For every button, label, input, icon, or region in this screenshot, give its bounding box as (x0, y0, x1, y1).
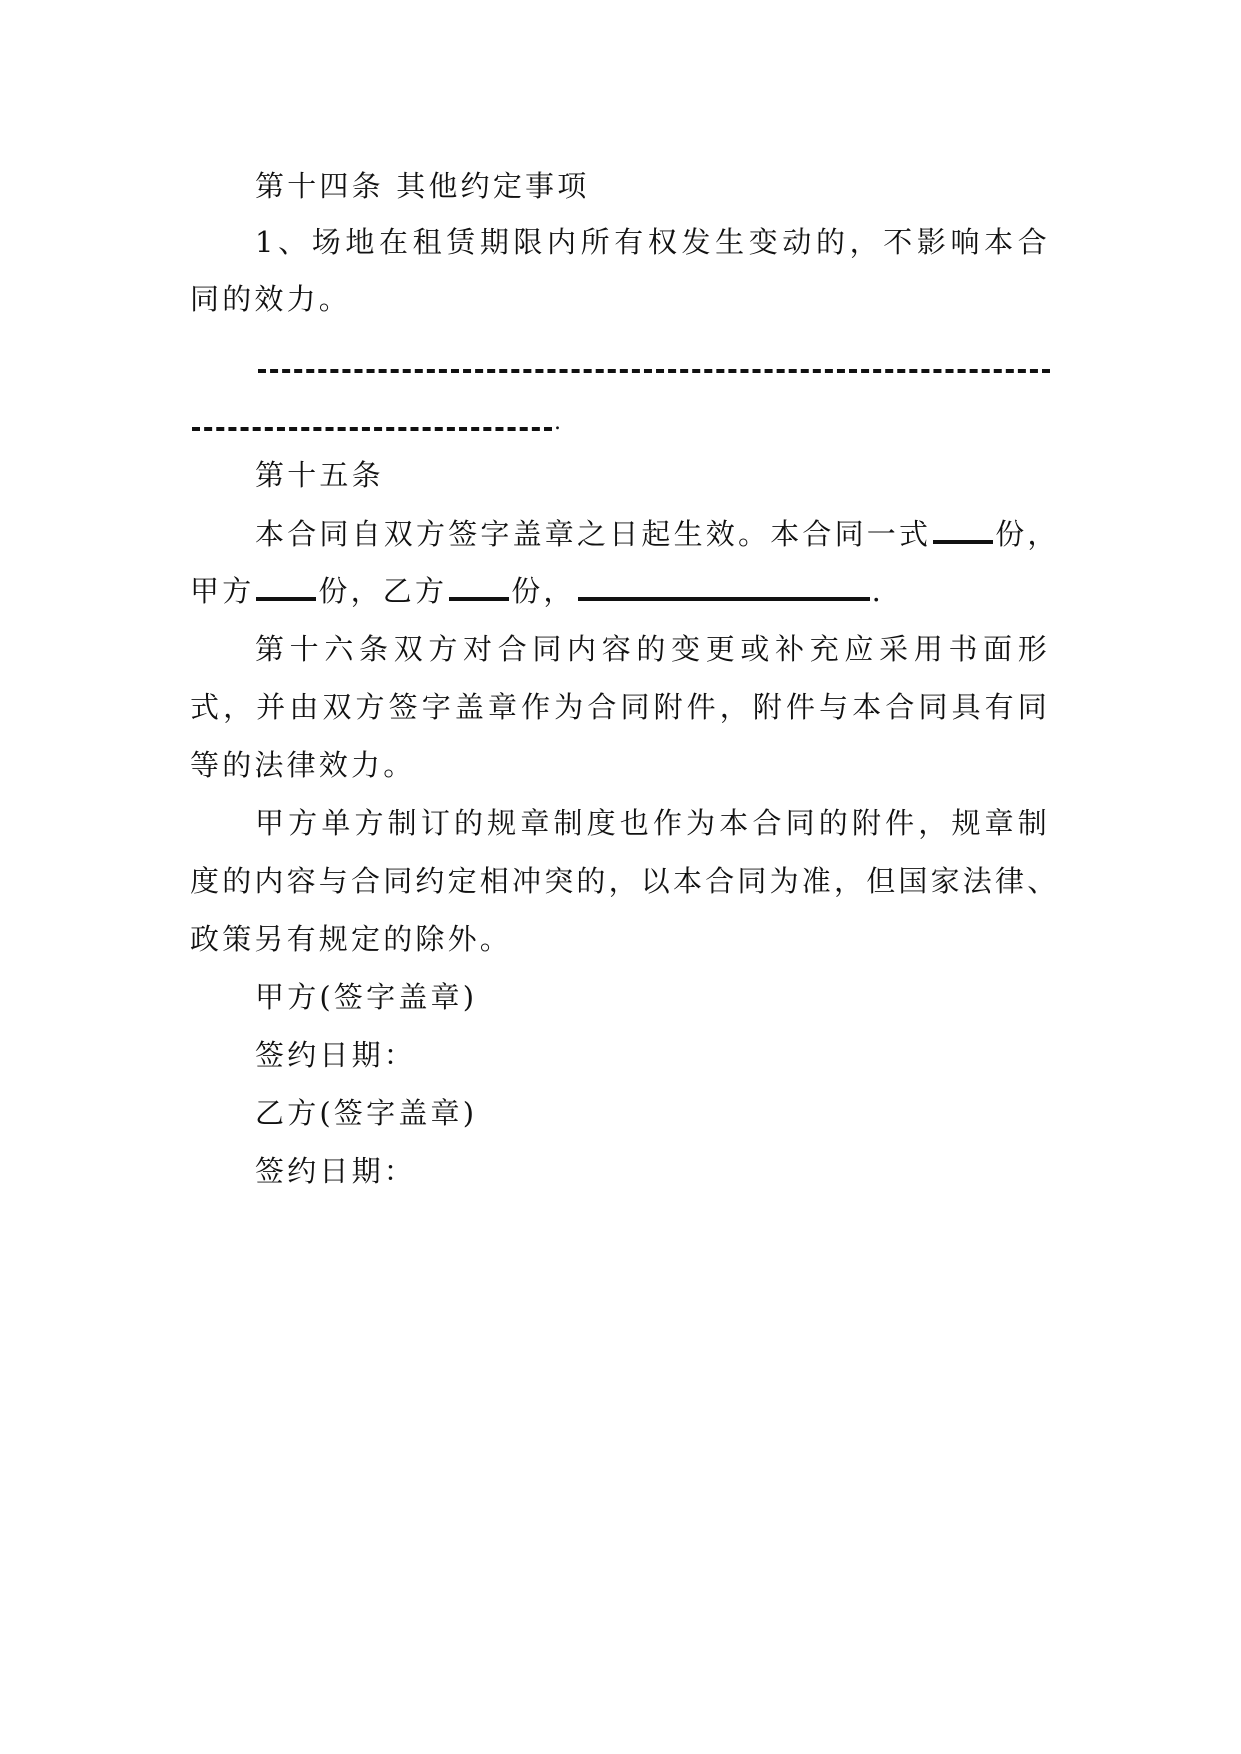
fill-in-blank-line-1 (258, 369, 1050, 373)
article15-line1 (255, 514, 1060, 554)
article16-line1: 第十六条双方对合同内容的变更或补充应采用书面形 (255, 632, 1050, 666)
rules-line1: 甲方单方制订的规章制度也作为本合同的附件，规章制 (255, 806, 1050, 840)
party-a-label: 甲方 (190, 574, 255, 608)
party-a-sign-date: 签约日期： (255, 1038, 417, 1072)
party-a-signature: 甲方(签字盖章) (255, 980, 478, 1014)
article14-heading: 第十四条 其他约定事项 (255, 169, 590, 203)
article15-heading: 第十五条 (255, 458, 384, 492)
article14-item1-line2: 同的效力。 (190, 282, 352, 316)
rules-line3: 政策另有规定的除外。 (190, 922, 513, 956)
article15-line1-text: 本合同自双方签字盖章之日起生效。本合同一式 (255, 517, 932, 551)
line-end-period: . (871, 574, 885, 608)
article16-line3: 等的法律效力。 (190, 748, 416, 782)
rules-line2: 度的内容与合同约定相冲突的，以本合同为准，但国家法律、 (190, 864, 1060, 898)
article14-item1-line1: 1、场地在租赁期限内所有权发生变动的，不影响本合 (255, 225, 1050, 259)
party-a-copies-blank (256, 571, 316, 601)
blank-end-period: . (554, 410, 561, 435)
article16-line2: 式，并由双方签字盖章作为合同附件，附件与本合同具有同 (190, 690, 1050, 724)
party-b-label: 份，乙方 (318, 574, 448, 608)
copies-total-blank (933, 514, 993, 544)
fill-in-blank-line-2 (192, 427, 552, 431)
remarks-blank (578, 571, 870, 601)
article15-line2-suffix: 份， (511, 574, 576, 608)
article15-line1-suffix: 份， (995, 517, 1060, 551)
party-b-sign-date: 签约日期： (255, 1154, 417, 1188)
party-b-copies-blank (449, 571, 509, 601)
article15-line2 (190, 571, 1050, 611)
party-b-signature: 乙方(签字盖章) (255, 1096, 478, 1130)
